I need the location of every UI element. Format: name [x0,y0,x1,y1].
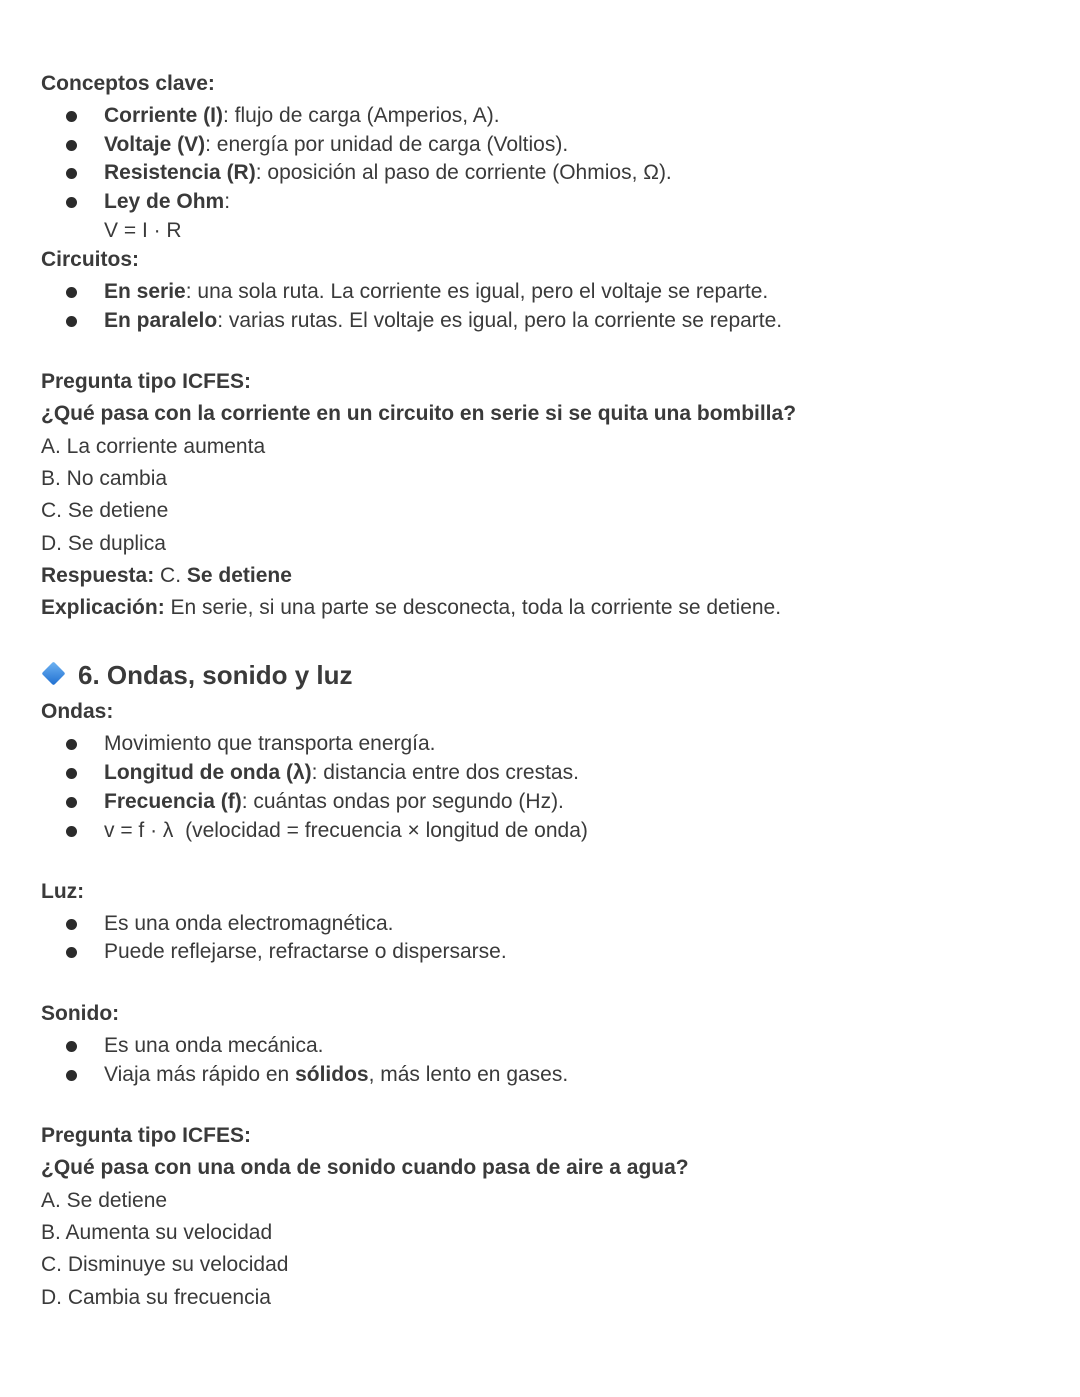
option-c: C. Se detiene [41,499,169,522]
bullet-icon [66,768,77,779]
bullet-icon [66,316,77,327]
list-item: Viaja más rápido en sólidos, más lento en gases. [104,1063,569,1086]
list-item: Voltaje (V): energía por unidad de carga (Voltios). [104,133,569,156]
bullet-icon [66,140,77,151]
option-b: B. Aumenta su velocidad [41,1221,273,1244]
question-text: ¿Qué pasa con la corriente en un circuito en serie si se quita una bombilla? [41,402,797,425]
list-item: Resistencia (R): oposición al paso de corriente (Ohmios, Ω). [104,161,672,184]
option-c: C. Disminuye su velocidad [41,1253,289,1276]
bullet-icon [66,1070,77,1081]
option-a: A. Se detiene [41,1189,168,1212]
question-label: Pregunta tipo ICFES: [41,370,251,393]
section-heading: 6. Ondas, sonido y luz [45,659,353,691]
list-item: En serie: una sola ruta. La corriente es igual, pero el voltaje se reparte. [104,280,769,303]
list-item: En paralelo: varias rutas. El voltaje es igual, pero la corriente se reparte. [104,309,783,332]
bullet-icon [66,1041,77,1052]
option-b: B. No cambia [41,467,168,490]
key-concepts-title: Conceptos clave: [41,72,215,95]
blue-diamond-icon [41,661,65,685]
option-d: D. Cambia su frecuencia [41,1286,271,1309]
list-item: Ley de Ohm: [104,190,231,213]
list-item: Longitud de onda (λ): distancia entre dos crestas. [104,761,579,784]
option-a: A. La corriente aumenta [41,435,266,458]
bullet-icon [66,739,77,750]
bullet-icon [66,826,77,837]
list-item: Frecuencia (f): cuántas ondas por segundo (Hz). [104,790,564,813]
list-item: Es una onda mecánica. [104,1034,324,1057]
bullet-icon [66,919,77,930]
list-item: Movimiento que transporta energía. [104,732,436,755]
light-title: Luz: [41,880,85,903]
list-item: Es una onda electromagnética. [104,912,394,935]
answer-line: Respuesta: C. Se detiene [41,564,292,587]
list-item: Puede reflejarse, refractarse o dispersarse. [104,940,507,963]
bullet-icon [66,947,77,958]
question-text: ¿Qué pasa con una onda de sonido cuando pasa de aire a agua? [41,1156,689,1179]
ohm-formula: V = I · R [104,219,182,242]
sound-title: Sonido: [41,1002,120,1025]
bullet-icon [66,287,77,298]
bullet-icon [66,168,77,179]
list-item: Corriente (I): flujo de carga (Amperios, A). [104,104,500,127]
bullet-icon [66,111,77,122]
question-label: Pregunta tipo ICFES: [41,1124,251,1147]
bullet-icon [66,197,77,208]
circuits-title: Circuitos: [41,248,140,271]
bullet-icon [66,797,77,808]
option-d: D. Se duplica [41,532,166,555]
list-item: v = f · λ (velocidad = frecuencia × longitud de onda) [104,819,588,842]
explanation-line: Explicación: En serie, si una parte se desconecta, toda la corriente se detiene. [41,596,782,619]
waves-title: Ondas: [41,700,114,723]
